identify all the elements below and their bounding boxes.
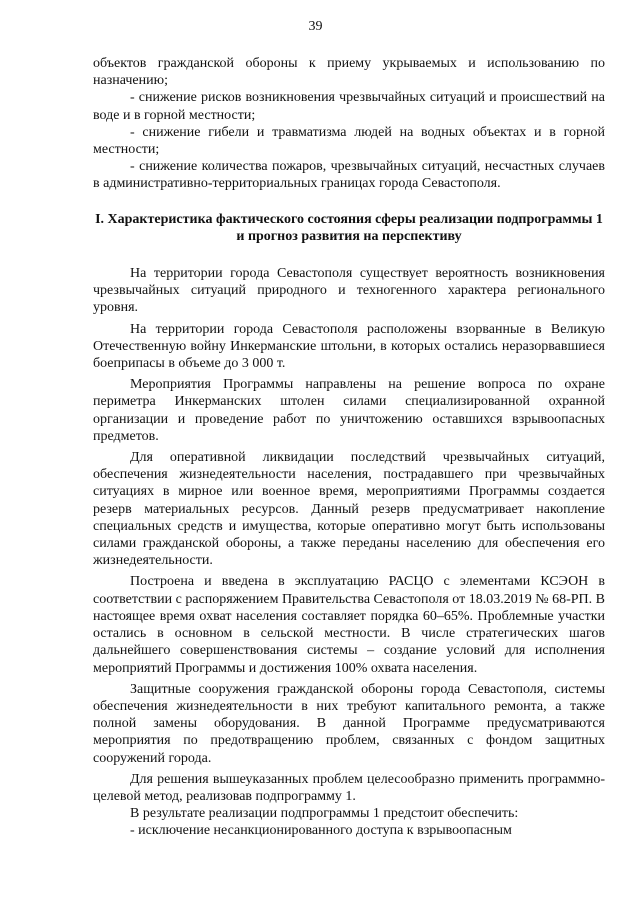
paragraph-expected-results: В результате реализации подпрограммы 1 предстоит обеспечить: xyxy=(130,806,519,822)
list-item-casualty-reduction: - снижение гибели и травматизма людей на водных объектах и в горной местности; xyxy=(93,124,605,158)
paragraph-inkerman-adits: На территории города Севастополя расположены взорванные в Великую Отечественную войну Инкерманские штольни, в которых остались неразорвавшиеся боеприпасы в объеме до 3 000 т. xyxy=(93,321,605,372)
paragraph-program-method: Для решения вышеуказанных проблем целесообразно применить программно-целевой метод, реализовав подпрограмму 1. xyxy=(93,771,605,804)
paragraph-continuation: объектов гражданской обороны к приему укрываемых и использованию по назначению; xyxy=(93,56,605,89)
section-heading: I. Характеристика фактического состояния сферы реализации подпрограммы 1 и прогноз развития на перспективу xyxy=(95,211,603,244)
list-item-fire-reduction: - снижение количества пожаров, чрезвычайных ситуаций, несчастных случаев в административно-территориальных границах города Севастополя. xyxy=(93,159,605,192)
paragraph-material-reserve: Для оперативной ликвидации последствий чрезвычайных ситуаций, обеспечения жизнедеятельности населения, пострадавшего при чрезвычайных ситуациях в мирное или военное время, мероприятиями Программы создается резерв материальных ресурсов. Данный резерв предусматривает накопление специальных средств и имущества, которые оперативно могут быть использованы силами гражданской обороны, а также переданы населению для обеспечения его жизнедеятельности. xyxy=(93,450,605,569)
paragraph-warning-system: Построена и введена в эксплуатацию РАСЦО с элементами КСЭОН в соответствии с распоряжением Правительства Севастополя от 18.03.2019 № 68-РП. В настоящее время охват населения составляет порядка 60–65%. Проблемные участки остались в основном в сельской местности. В числе стратегических шагов дальнейшего совершенствования системы – создание условий для исполнения мероприятий Программы и достижения 100% охвата населения. xyxy=(93,574,605,676)
document-body xyxy=(93,55,605,840)
list-item-access-prevention: - исключение несанкционированного доступа к взрывоопасным xyxy=(130,823,512,839)
list-item-risk-reduction: - снижение рисков возникновения чрезвычайных ситуаций и происшествий на воде и в горной местности; xyxy=(93,90,605,123)
paragraph-protective-structures: Защитные сооружения гражданской обороны города Севастополя, системы обеспечения жизнедеятельности в них требуют капитального ремонта, а также полной замены оборудования. В данной Программе предусматриваются мероприятия по предотвращению проблем, связанных с фондом защитных сооружений города. xyxy=(93,681,605,766)
page-number: 39 xyxy=(308,19,323,34)
paragraph-perimeter-security: Мероприятия Программы направлены на решение вопроса по охране периметра Инкерманских штолен силами специализированной охранной организации и проведение работ по уничтожению оставшихся взрывоопасных предметов. xyxy=(93,377,605,444)
paragraph-emergency-probability: На территории города Севастополя существует вероятность возникновения чрезвычайных ситуаций природного и техногенного характера регионального уровня. xyxy=(93,266,605,316)
